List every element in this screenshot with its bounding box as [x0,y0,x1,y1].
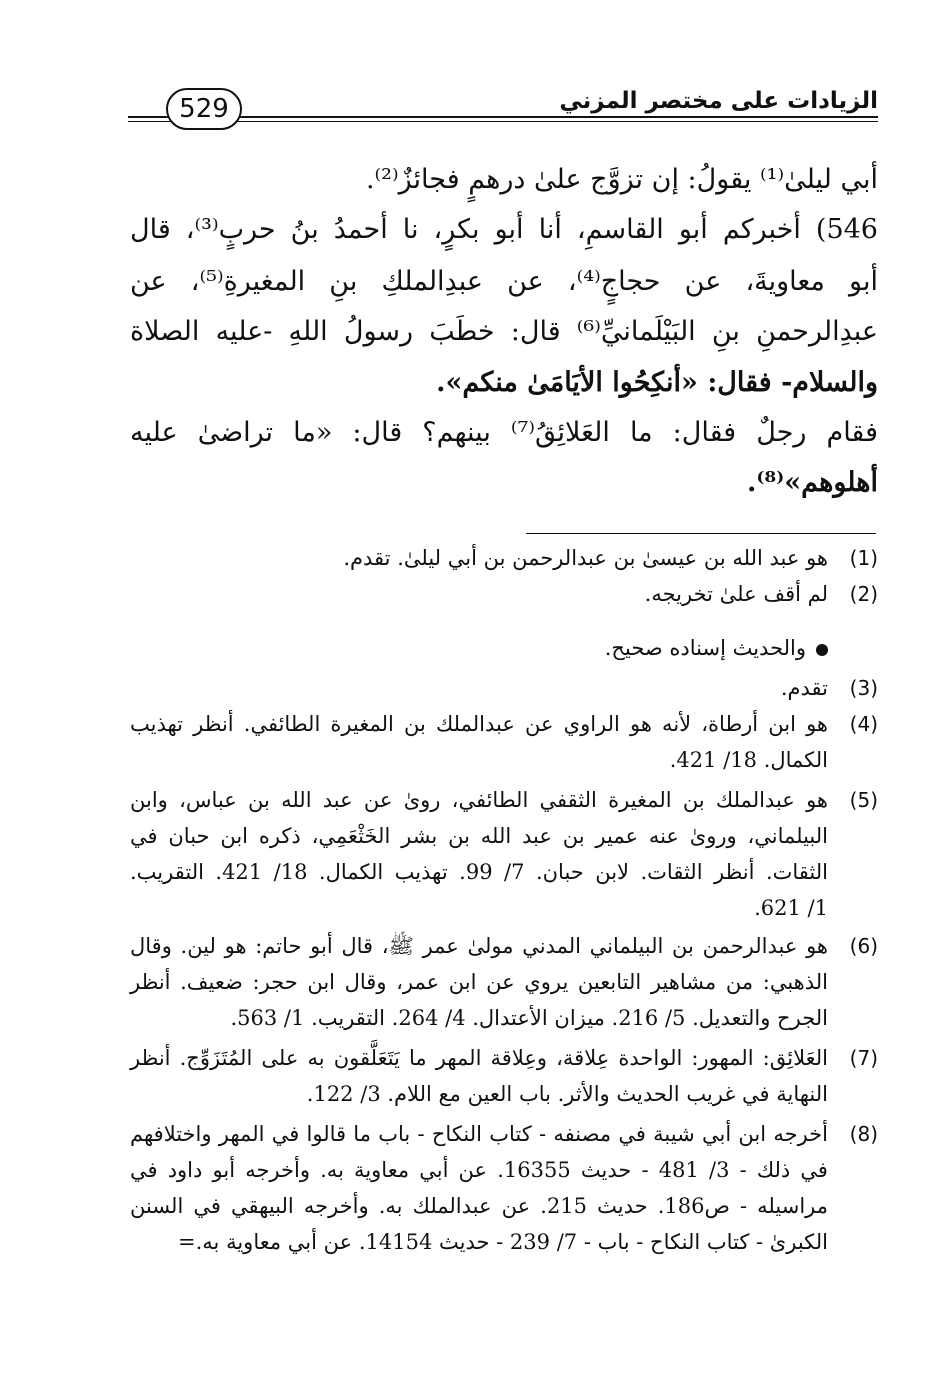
footnote-line: مراسيله - ص186. حديث 215. عن عبدالملك به. وأخرجه البيهقي في السنن [130,1194,828,1218]
footnote-line: تقدم. [780,676,828,700]
footnote-line: النهاية في غريب الحديث والأثر. باب العين مع اللام. 3/ 122. [306,1082,828,1106]
footnote-line: هو عبدالملك بن المغيرة الثقفي الطائفي، روىٰ عن عبد الله بن عباس، وابن [130,788,828,812]
footnote-marker: (8) [849,1122,878,1146]
footnote-marker: (3) [849,676,878,700]
footnote-line: الذهبي: من مشاهير التابعين يروي عن ابن عمر، وقال ابن حجر: ضعيف. أنظر [130,970,828,994]
footnote-separator [526,533,876,534]
running-title: الزيادات على مختصر المزني [559,88,878,114]
footnote-line: الجرح والتعديل. 5/ 216. ميزان الأعتدال. 4/ 264. التقريب. 1/ 563. [230,1006,828,1030]
footnote-line: والحديث إسناده صحيح. [604,636,806,660]
footnote-line: هو عبدالرحمن بن البيلماني المدني مولىٰ عمر ﷺ، قال أبو حاتم: هو لين. وقال [130,934,828,958]
main-line: 546) أخبركم أبو القاسمِ، أنا أبو بكرٍ، نا أحمدُ بنُ حربٍ⁽³⁾، قال [130,214,878,245]
page-header [128,78,878,130]
footnote-line: العَلائِق: المهور: الواحدة عِلاقة، وعِلاقة المهر ما يَتَعَلَّقون به على المُتَزَوِّج. أنظر [130,1046,828,1070]
footnote-line: الثقات. أنظر الثقات. لابن حبان. 7/ 99. تهذيب الكمال. 18/ 421. التقريب. [130,860,828,884]
footnote-marker: (6) [849,934,878,958]
page-number: 529 [166,88,242,130]
footnote-bullet-line [130,630,828,666]
main-line: والسلام- فقال: «أنكِحُوا الأيَامَىٰ منكم». [436,367,878,398]
footnote-line: البيلماني، وروىٰ عنه عمير بن عبد الله بن بشر الخَثْعَمِي، ذكره ابن حبان في [130,824,828,848]
footnote-line: هو عبد الله بن عيسىٰ بن عبدالرحمن بن أبي ليلىٰ. تقدم. [343,546,828,570]
footnote-line: أخرجه ابن أبي شيبة في مصنفه - كتاب النكاح - باب ما قالوا في المهر واختلافهم [130,1122,828,1146]
main-line: أهلوهم»⁽⁸⁾. [746,467,878,498]
bullet-icon [816,644,828,656]
main-line: أبي ليلىٰ⁽¹⁾ يقولُ: إن تزوَّج علىٰ درهمٍ فجائزٌ⁽²⁾. [365,164,878,195]
footnote-line: في ذلك - 3/ 481 - حديث 16355. عن أبي معاوية به. وأخرجه أبو داود في [130,1158,828,1182]
footnote-line: لم أقف علىٰ تخريجه. [644,582,828,606]
footnote-line: الكبرىٰ - كتاب النكاح - باب - 7/ 239 - حديث 14154. عن أبي معاوية به.= [178,1230,828,1254]
footnote-marker: (2) [849,582,878,606]
footnote-marker: (7) [849,1046,878,1070]
footnote-marker: (4) [849,712,878,736]
main-line: أبو معاويةَ، عن حجاجٍ⁽⁴⁾، عن عبدِالملكِ بنِ المغيرةِ⁽⁵⁾، عن [130,266,878,297]
header-rule-thin [128,121,878,122]
main-line: عبدِالرحمنِ بنِ البَيْلَمانيِّ⁽⁶⁾ قال: خطَبَ رسولُ اللهِ -عليه الصلاة [130,316,878,347]
footnote-marker: (1) [849,546,878,570]
footnote-line: الكمال. 18/ 421. [669,748,828,772]
footnote-marker: (5) [849,788,878,812]
footnote-line: 1/ 621. [754,896,828,920]
footnote-line: هو ابن أرطاة، لأنه هو الراوي عن عبدالملك بن المغيرة الطائفي. أنظر تهذيب [130,712,828,736]
main-line: فقام رجلٌ فقال: ما العَلائِقُ⁽⁷⁾ بينهم؟ قال: «ما تراضىٰ عليه [130,417,878,448]
